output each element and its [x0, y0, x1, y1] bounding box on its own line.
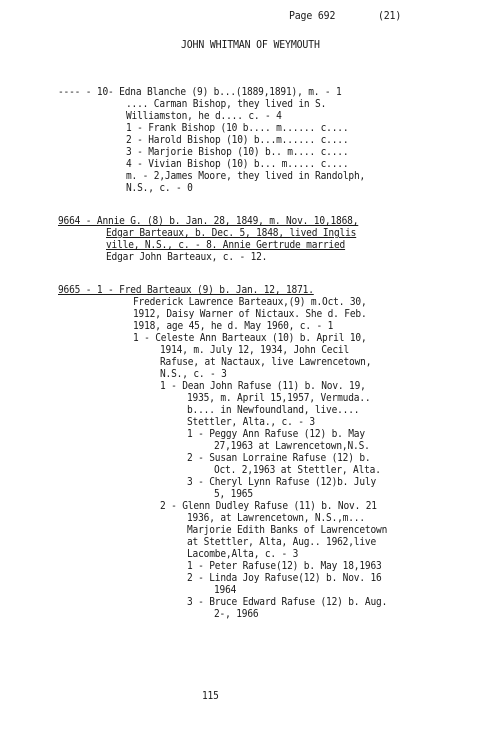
- text-line: 5, 1965: [214, 488, 254, 500]
- text-line: 2-, 1966: [214, 608, 259, 620]
- footer-page-number: 115: [202, 690, 219, 702]
- text-line: 3 - Cheryl Lynn Rafuse (12)b. July: [187, 476, 377, 488]
- text-line: m. - 2,James Moore, they lived in Randolph,: [126, 170, 366, 182]
- text-line: 4 - Vivian Bishop (10) b... m..... c....: [126, 158, 349, 170]
- text-line: 1 - Peggy Ann Rafuse (12) b. May: [187, 428, 366, 440]
- text-line: at Stettler, Alta, Aug.. 1962,live: [187, 536, 377, 548]
- text-line: 1936, at Lawrencetown, N.S.,m...: [187, 512, 366, 524]
- text-line: Frederick Lawrence Barteaux,(9) m.Oct. 30,: [132, 296, 367, 308]
- text-line: 2 - Susan Lorraine Rafuse (12) b.: [187, 452, 371, 464]
- text-line: ville, N.S., c. - 8. Annie Gertrude married: [105, 239, 345, 251]
- text-line: Marjorie Edith Banks of Lawrencetown: [187, 524, 388, 536]
- text-line: 27,1963 at Lawrencetown,N.S.: [214, 440, 371, 452]
- text-line: N.S., c. - 3: [160, 368, 227, 380]
- text-line: .... Carman Bishop, they lived in S.: [126, 98, 327, 110]
- text-line: 2 - Glenn Dudley Rafuse (11) b. Nov. 21: [160, 500, 377, 512]
- page-label: Page 692: [289, 9, 336, 22]
- text-line: ---- - 10- Edna Blanche (9) b...(1889,1891), m. - 1: [58, 86, 342, 98]
- text-line: Edgar Barteaux, b. Dec. 5, 1848, lived Inglis: [105, 227, 356, 239]
- text-line: 1912, Daisy Warner of Nictaux. She d. Feb.: [132, 308, 367, 320]
- text-line: 1914, m. July 12, 1934, John Cecil: [160, 344, 350, 356]
- text-line: b.... in Newfoundland, live....: [187, 404, 360, 416]
- text-line: 1 - Celeste Ann Barteaux (10) b. April 10,: [132, 332, 367, 344]
- text-line: 3 - Bruce Edward Rafuse (12) b. Aug.: [187, 596, 388, 608]
- text-line: 1918, age 45, he d. May 1960, c. - 1: [132, 320, 333, 332]
- text-line: Lacombe,Alta, c. - 3: [187, 548, 299, 560]
- text-line: 1 - Peter Rafuse(12) b. May 18,1963: [187, 560, 382, 572]
- text-line: Williamston, he d.... c. - 4: [126, 110, 282, 122]
- text-line: 3 - Marjorie Bishop (10) b.. m.... c....: [126, 146, 349, 158]
- text-line: 1964: [214, 584, 237, 596]
- text-line: 2 - Harold Bishop (10) b...m...... c....: [126, 134, 349, 146]
- text-line: Oct. 2,1963 at Stettler, Alta.: [214, 464, 382, 476]
- text-line: 1935, m. April 15,1957, Vermuda..: [187, 392, 371, 404]
- text-line: 2 - Linda Joy Rafuse(12) b. Nov. 16: [187, 572, 382, 584]
- text-line: 1 - Frank Bishop (10 b.... m...... c....: [126, 122, 349, 134]
- text-line: 9664 - Annie G. (8) b. Jan. 28, 1849, m. Nov. 10,1868,: [58, 215, 359, 227]
- document-title: JOHN WHITMAN OF WEYMOUTH: [181, 38, 320, 51]
- text-line: Edgar John Barteaux, c. - 12.: [105, 251, 267, 263]
- text-line: N.S., c. - 0: [126, 182, 193, 194]
- text-line: Stettler, Alta., c. - 3: [187, 416, 316, 428]
- page-number-paren: (21): [378, 9, 402, 22]
- text-line: 9665 - 1 - Fred Barteaux (9) b. Jan. 12, 1871.: [58, 284, 314, 296]
- text-line: Rafuse, at Nactaux, live Lawrencetown,: [160, 356, 372, 368]
- text-line: 1 - Dean John Rafuse (11) b. Nov. 19,: [160, 380, 366, 392]
